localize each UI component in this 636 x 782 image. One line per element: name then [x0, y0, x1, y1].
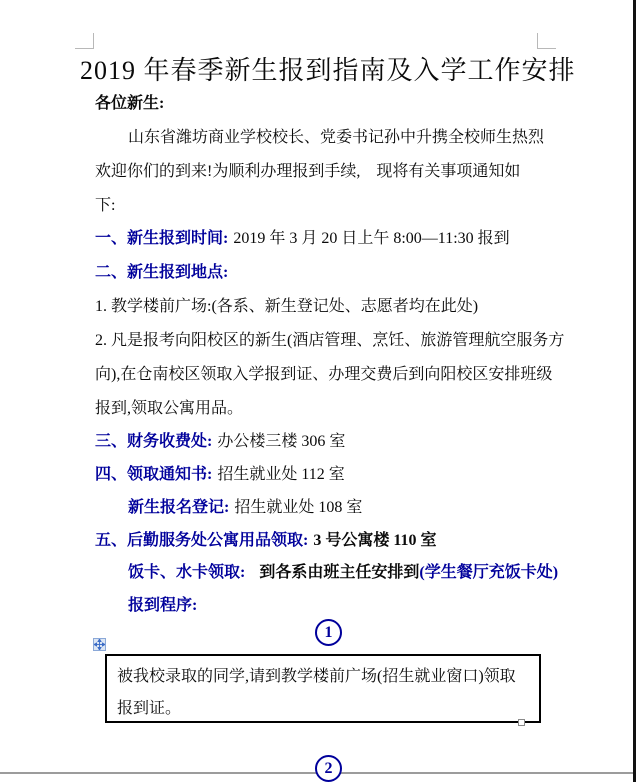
section-3-line: [95, 431, 345, 453]
section-5-label: 五、后勤服务处公寓用品领取:: [95, 532, 309, 549]
section-1-line: [95, 228, 510, 250]
salutation-line: 各位新生:: [95, 95, 165, 112]
textbox-line-1: 被我校录取的同学,请到教学楼前广场(招生就业窗口)领取: [117, 668, 516, 685]
section-5-line: [95, 530, 436, 552]
section-5b-label: 饭卡、水卡领取:: [128, 564, 246, 581]
location-2-line-2: 向),在仓南校区领取入学报到证、办理交费后到向阳校区安排班级: [95, 366, 553, 383]
section-4b-label: 新生报名登记:: [128, 499, 230, 516]
move-icon: [94, 639, 105, 650]
section-3-value: 办公楼三楼 306 室: [217, 433, 346, 450]
location-2-line-3: 报到,领取公寓用品。: [95, 400, 244, 417]
page-corner-mark-left: [75, 33, 94, 49]
location-1-line: 1. 教学楼前广场:(各系、新生登记处、志愿者均在此处): [95, 298, 479, 315]
section-1-label: 一、新生报到时间:: [95, 230, 229, 247]
section-5b-line: [128, 562, 558, 584]
section-5b-mid: 到各系由班主任安排到: [259, 564, 420, 581]
intro-line-3: 下:: [95, 197, 116, 214]
section-4-line: [95, 464, 345, 486]
page-corner-mark-right: [537, 33, 556, 49]
step-2-badge: 2: [315, 755, 342, 782]
section-2-label: 二、新生报到地点:: [95, 264, 229, 281]
procedure-step1-textbox[interactable]: [105, 654, 541, 723]
textbox-resize-handle[interactable]: [518, 719, 525, 726]
page-title: 2019 年春季新生报到指南及入学工作安排: [80, 56, 576, 85]
section-1-value: 2019 年 3 月 20 日上午 8:00—11:30 报到: [233, 230, 510, 247]
section-5-value: 3 号公寓楼 110 室: [313, 532, 437, 549]
intro-line-2: 欢迎你们的到来!为顺利办理报到手续, 现将有关事项通知如: [95, 163, 521, 180]
step-1-badge: 1: [315, 619, 342, 646]
textbox-line-2: 报到证。: [117, 700, 182, 717]
textbox-move-handle[interactable]: [93, 638, 106, 651]
section-2-line: [95, 262, 228, 284]
section-4b-line: [128, 497, 362, 519]
section-4-label: 四、领取通知书:: [95, 466, 213, 483]
procedure-heading: 报到程序:: [128, 597, 198, 614]
intro-line-1: 山东省潍坊商业学校校长、党委书记孙中升携全校师生热烈: [128, 129, 545, 146]
section-4b-value: 招生就业处 108 室: [234, 499, 363, 516]
location-2-line-1: 2. 凡是报考向阳校区的新生(酒店管理、烹饪、旅游管理航空服务方: [95, 332, 565, 349]
section-4-value: 招生就业处 112 室: [217, 466, 345, 483]
section-3-label: 三、财务收费处:: [95, 433, 213, 450]
section-5b-paren: (学生餐厅充饭卡处): [419, 564, 559, 581]
